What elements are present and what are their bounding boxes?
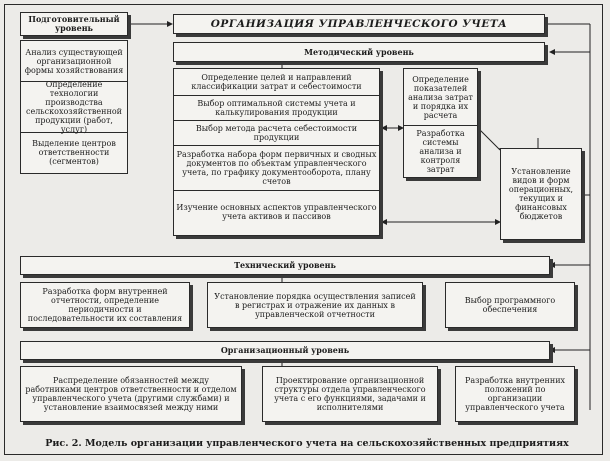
- analysis-item: Разработка системы анализа и контроля затрат: [416, 128, 465, 174]
- preparatory-level-header: Подготовительный уровень: [20, 12, 128, 36]
- technical-item: Установление порядка осуществления записей в регистрах и отражение их данных в управленческой отчетности: [207, 282, 423, 328]
- technical-item: Выбор программного обеспечения: [445, 282, 575, 328]
- preparatory-items-box: [20, 40, 128, 174]
- organizational-item: Распределение обязанностей между работниками центров ответственности и отделом управленческого учета (другими службами) и установление взаимосвязей между ними: [20, 366, 242, 422]
- preparatory-item: Выделение центров ответственности (сегментов): [32, 138, 116, 166]
- methodical-item: Определение целей и направлений классификации затрат и себестоимости: [191, 73, 362, 91]
- budget-box: Установление видов и форм операционных, текущих и финансовых бюджетов: [500, 148, 582, 240]
- methodical-item: Изучение основных аспектов управленческого учета активов и пассивов: [176, 203, 377, 221]
- organizational-item: Разработка внутренних положений по организации управленческого учета: [455, 366, 575, 422]
- methodical-main-box: [173, 68, 380, 236]
- figure-caption: Рис. 2. Модель организации управленческого учета на сельскохозяйственных предприятиях: [45, 438, 569, 449]
- organizational-item: Проектирование организационной структуры отдела управленческого учета с его функциями, задачами и исполнителями: [262, 366, 438, 422]
- methodical-level-header: Методический уровень: [173, 42, 545, 62]
- diagram-title: ОРГАНИЗАЦИЯ УПРАВЛЕНЧЕСКОГО УЧЕТА: [173, 14, 545, 34]
- analysis-box: [403, 68, 478, 178]
- analysis-item: Определение показателей анализа затрат и порядка их расчета: [408, 74, 473, 120]
- methodical-item: Выбор оптимальной системы учета и калькулирования продукции: [197, 99, 356, 117]
- preparatory-item: Анализ существующей организационной формы хозяйствования: [24, 47, 124, 75]
- methodical-item: Разработка набора форм первичных и сводных документов по объектам управленческого учета, по графику документооборота, плану счетов: [176, 150, 377, 186]
- organizational-level-header: Организационный уровень: [20, 341, 550, 360]
- preparatory-item: Определение технологии производства сельскохозяйственной продукции (работ, услуг): [26, 80, 122, 134]
- technical-item: Разработка форм внутренней отчетности, определение периодичности и последовательности их составления: [20, 282, 190, 328]
- technical-level-header: Технический уровень: [20, 256, 550, 275]
- methodical-item: Выбор метода расчета себестоимости продукции: [195, 124, 358, 142]
